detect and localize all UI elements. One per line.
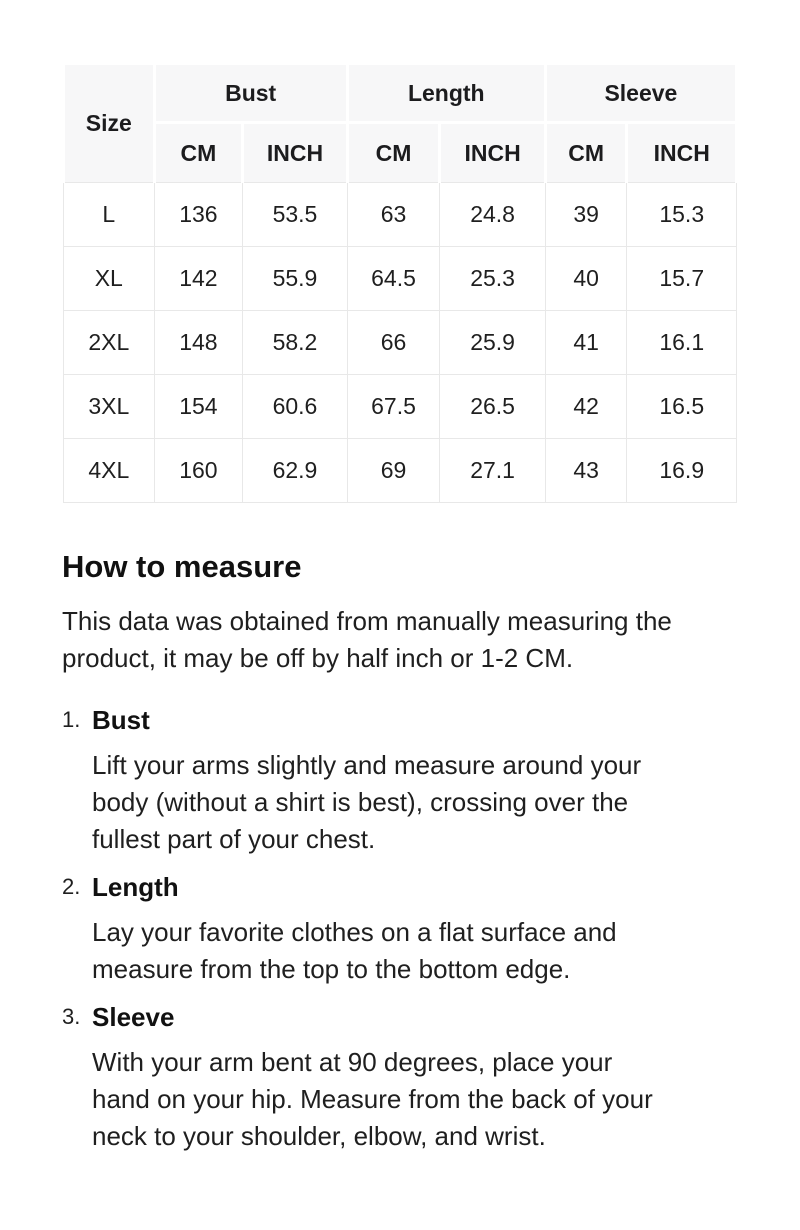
description-line: hand on your hip. Measure from the back of your	[92, 1084, 653, 1114]
table-cell: 66	[347, 311, 440, 375]
size-cell: XL	[64, 247, 155, 311]
description-line: neck to your shoulder, elbow, and wrist.	[92, 1121, 546, 1151]
table-cell: 16.5	[627, 375, 737, 439]
how-to-measure-intro	[62, 603, 738, 677]
table-cell: 16.9	[627, 439, 737, 503]
step-number: 1.	[62, 707, 81, 732]
table-cell: 142	[154, 247, 243, 311]
measure-step-length	[62, 869, 738, 988]
table-cell: 24.8	[440, 183, 546, 247]
bust-inch-header: INCH	[243, 123, 348, 183]
table-row-3xl	[64, 375, 737, 439]
table-row-l	[64, 183, 737, 247]
table-cell: 63	[347, 183, 440, 247]
length-inch-header: INCH	[440, 123, 546, 183]
size-column-header: Size	[64, 64, 155, 183]
table-row-xl	[64, 247, 737, 311]
table-cell: 67.5	[347, 375, 440, 439]
table-cell: 160	[154, 439, 243, 503]
length-group-header: Length	[347, 64, 545, 123]
table-cell: 62.9	[243, 439, 348, 503]
step-description	[92, 1044, 738, 1155]
description-line: body (without a shirt is best), crossing over the	[92, 787, 629, 817]
step-number: 3.	[62, 1004, 81, 1029]
step-body	[92, 702, 738, 858]
table-cell: 40	[545, 247, 627, 311]
sleeve-inch-header: INCH	[627, 123, 737, 183]
table-cell: 69	[347, 439, 440, 503]
table-cell: 64.5	[347, 247, 440, 311]
step-description	[92, 747, 738, 858]
description-line: With your arm bent at 90 degrees, place your	[92, 1047, 613, 1077]
how-to-measure-heading: How to measure	[62, 549, 302, 584]
intro-line: This data was obtained from manually measuring the	[62, 606, 672, 636]
size-cell: 2XL	[64, 311, 155, 375]
description-line: Lay your favorite clothes on a flat surface and	[92, 917, 617, 947]
table-cell: 43	[545, 439, 627, 503]
intro-line: product, it may be off by half inch or 1-2 CM.	[62, 643, 574, 673]
table-cell: 27.1	[440, 439, 546, 503]
size-cell: L	[64, 183, 155, 247]
step-title: Sleeve	[92, 1002, 175, 1032]
table-cell: 39	[545, 183, 627, 247]
description-line: Lift your arms slightly and measure around your	[92, 750, 642, 780]
step-description	[92, 914, 738, 988]
table-row-2xl	[64, 311, 737, 375]
table-cell: 16.1	[627, 311, 737, 375]
sleeve-cm-header: CM	[545, 123, 627, 183]
table-cell: 42	[545, 375, 627, 439]
table-cell: 26.5	[440, 375, 546, 439]
table-cell: 53.5	[243, 183, 348, 247]
step-body	[92, 869, 738, 988]
table-cell: 154	[154, 375, 243, 439]
size-cell: 4XL	[64, 439, 155, 503]
measure-steps-list	[62, 702, 738, 1155]
step-number: 2.	[62, 874, 81, 899]
table-cell: 55.9	[243, 247, 348, 311]
measure-step-bust	[62, 702, 738, 858]
size-cell: 3XL	[64, 375, 155, 439]
table-cell: 15.3	[627, 183, 737, 247]
sleeve-group-header: Sleeve	[545, 64, 736, 123]
table-cell: 25.3	[440, 247, 546, 311]
table-cell: 41	[545, 311, 627, 375]
table-row-4xl	[64, 439, 737, 503]
table-cell: 136	[154, 183, 243, 247]
table-cell: 148	[154, 311, 243, 375]
measure-step-sleeve	[62, 999, 738, 1155]
table-cell: 58.2	[243, 311, 348, 375]
length-cm-header: CM	[347, 123, 440, 183]
table-cell: 15.7	[627, 247, 737, 311]
step-title: Length	[92, 872, 179, 902]
size-chart-table	[62, 62, 738, 503]
bust-group-header: Bust	[154, 64, 347, 123]
table-cell: 60.6	[243, 375, 348, 439]
step-title: Bust	[92, 705, 150, 735]
size-chart-header	[64, 64, 737, 183]
description-line: measure from the top to the bottom edge.	[92, 954, 571, 984]
bust-cm-header: CM	[154, 123, 243, 183]
table-cell: 25.9	[440, 311, 546, 375]
description-line: fullest part of your chest.	[92, 824, 376, 854]
step-body	[92, 999, 738, 1155]
